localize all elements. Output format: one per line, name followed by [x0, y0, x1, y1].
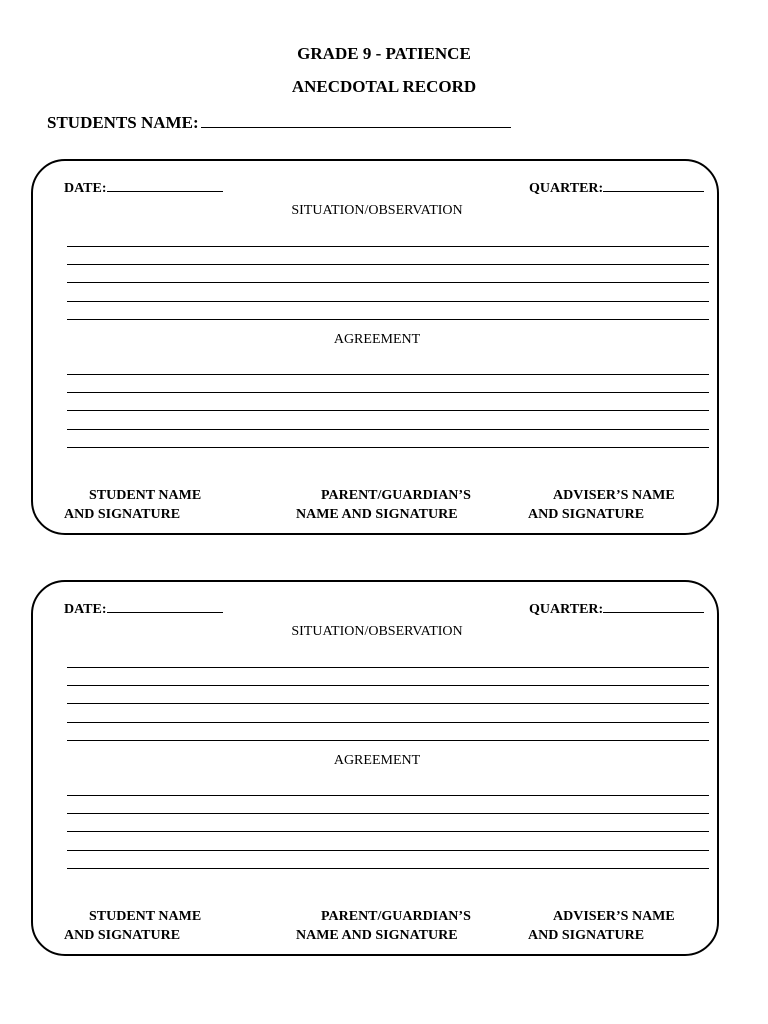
agreement-line[interactable] — [67, 429, 709, 430]
adviser-signature-block — [528, 908, 675, 945]
quarter-blank[interactable] — [603, 598, 704, 613]
page-subtitle: ANECDOTAL RECORD — [291, 77, 477, 96]
date-blank[interactable] — [107, 598, 223, 613]
situation-line[interactable] — [67, 246, 709, 247]
agreement-label: AGREEMENT — [333, 753, 421, 768]
record-card-1 — [31, 159, 719, 535]
student-signature-block — [64, 908, 201, 945]
quarter-label: QUARTER: — [529, 181, 604, 196]
situation-line[interactable] — [67, 319, 709, 320]
situation-line[interactable] — [67, 722, 709, 723]
quarter-field — [529, 598, 704, 618]
parent-signature-block — [296, 908, 471, 945]
date-label: DATE: — [64, 181, 107, 196]
date-blank[interactable] — [107, 177, 223, 192]
situation-label: SITUATION/OBSERVATION — [291, 203, 463, 218]
student-name-label: STUDENTS NAME: — [47, 113, 199, 132]
agreement-line[interactable] — [67, 410, 709, 411]
student-signature-line1: STUDENT NAME — [89, 909, 202, 924]
quarter-field — [529, 177, 704, 197]
parent-signature-line2: NAME AND SIGNATURE — [296, 927, 458, 943]
agreement-line[interactable] — [67, 374, 709, 375]
student-signature-line1: STUDENT NAME — [89, 488, 202, 503]
parent-signature-block — [296, 487, 471, 524]
agreement-line[interactable] — [67, 850, 709, 851]
agreement-line[interactable] — [67, 447, 709, 448]
situation-line[interactable] — [67, 667, 709, 668]
situation-line[interactable] — [67, 264, 709, 265]
parent-signature-line1: PARENT/GUARDIAN’S — [321, 488, 471, 503]
situation-line[interactable] — [67, 301, 709, 302]
adviser-signature-line2: AND SIGNATURE — [528, 927, 645, 943]
agreement-line[interactable] — [67, 868, 709, 869]
parent-signature-line1: PARENT/GUARDIAN’S — [321, 909, 471, 924]
agreement-line[interactable] — [67, 392, 709, 393]
adviser-signature-block — [528, 487, 675, 524]
adviser-signature-line1: ADVISER’S NAME — [553, 488, 675, 503]
student-name-blank[interactable] — [201, 109, 511, 128]
agreement-line[interactable] — [67, 795, 709, 796]
situation-label: SITUATION/OBSERVATION — [291, 624, 463, 639]
agreement-line[interactable] — [67, 831, 709, 832]
date-field — [64, 598, 223, 618]
student-signature-block — [64, 487, 201, 524]
situation-line[interactable] — [67, 740, 709, 741]
situation-line[interactable] — [67, 685, 709, 686]
agreement-line[interactable] — [67, 813, 709, 814]
adviser-signature-line2: AND SIGNATURE — [528, 506, 645, 522]
record-card-2 — [31, 580, 719, 956]
page-title: GRADE 9 - PATIENCE — [297, 44, 471, 63]
date-field — [64, 177, 223, 197]
parent-signature-line2: NAME AND SIGNATURE — [296, 506, 458, 522]
adviser-signature-line1: ADVISER’S NAME — [553, 909, 675, 924]
quarter-blank[interactable] — [603, 177, 704, 192]
student-name-row — [47, 109, 511, 133]
situation-line[interactable] — [67, 282, 709, 283]
quarter-label: QUARTER: — [529, 602, 604, 617]
date-label: DATE: — [64, 602, 107, 617]
student-signature-line2: AND SIGNATURE — [64, 927, 181, 943]
agreement-label: AGREEMENT — [333, 332, 421, 347]
student-signature-line2: AND SIGNATURE — [64, 506, 181, 522]
situation-line[interactable] — [67, 703, 709, 704]
